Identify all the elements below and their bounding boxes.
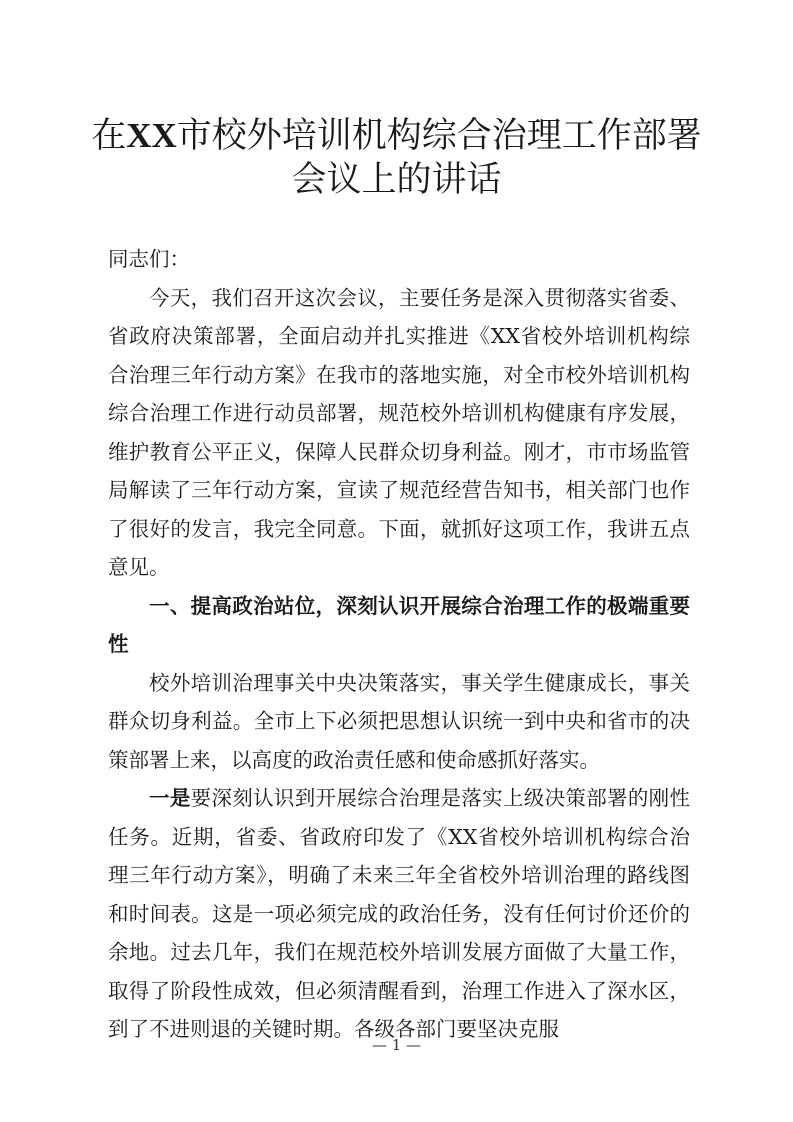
document-title-line-1 — [80, 111, 713, 161]
paragraph-section-1: 校外培训治理事关中央决策落实，事关学生健康成长，事关群众切身利益。全市上下必须把思想认识统一到中央和省市的决策部署上来，以高度的政治责任感和使命感抓好落实。 — [108, 670, 690, 772]
point-lead: 一是 — [149, 786, 191, 810]
point-text: 要深刻认识到开展综合治理是落实上级决策部署的刚性任务。近期，省委、省政府印发了《XX省校外培训机构综合治理三年行动方案》，明确了未来三年全省校外培训治理的路线图和时间表。这是一项必须完成的政治任务，没有任何讨价还价的余地。过去几年，我们在规范校外培训发展方面做了大量工作，取得了阶段性成效，但必须清醒看到，治理工作进入了深水区，到了不进则退的关键时期。各级各部门要坚决克服 — [108, 786, 690, 1041]
document-body — [108, 240, 690, 1049]
title-city-placeholder: XX — [126, 116, 177, 155]
salutation: 同志们： — [108, 247, 190, 271]
page-number: — 1 — — [371, 1036, 422, 1054]
section-heading-1: 一、提高政治站位，深刻认识开展综合治理工作的极端重要性 — [108, 593, 690, 656]
paragraph-intro: 今天，我们召开这次会议，主要任务是深入贯彻落实省委、省政府决策部署，全面启动并扎实推进《XX省校外培训机构综合治理三年行动方案》在我市的落地实施，对全市校外培训机构综合治理工作进行动员部署，规范校外培训机构健康有序发展，维护教育公平正义，保障人民群众切身利益。刚才，市市场监管局解读了三年行动方案，宣读了规范经营告知书，相关部门也作了很好的发言，我完全同意。下面，就抓好这项工作，我讲五点意见。 — [108, 285, 690, 579]
title-rest: 市校外培训机构综合治理工作部署 — [176, 116, 702, 156]
title-prefix: 在 — [91, 116, 127, 156]
paragraph-point-1 — [108, 779, 690, 1049]
document-title-line-2: 会议上的讲话 — [291, 160, 502, 200]
